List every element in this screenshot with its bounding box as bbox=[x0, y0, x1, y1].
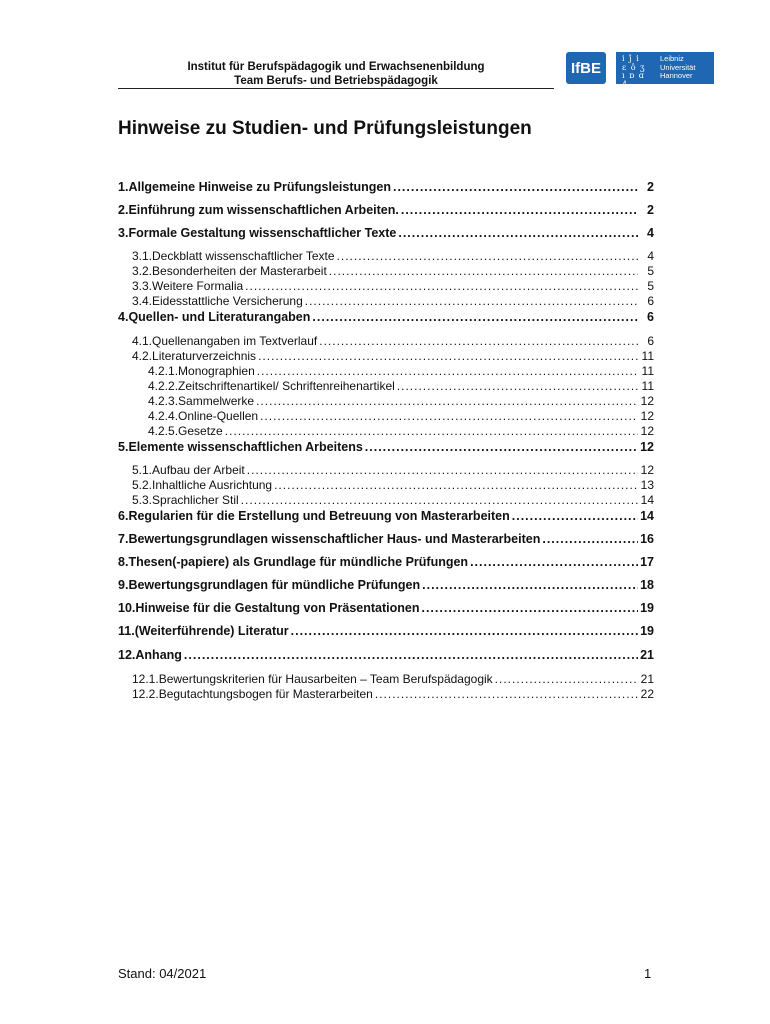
ifbe-logo bbox=[566, 52, 606, 84]
toc-number: 4.2.3. bbox=[148, 394, 179, 408]
toc-label: Bewertungsgrundlagen wissenschaftlicher Haus- und Masterarbeiten bbox=[128, 532, 541, 546]
toc-leader bbox=[312, 310, 638, 324]
toc-number: 3.4. bbox=[132, 294, 153, 308]
toc-entry[interactable] bbox=[118, 578, 654, 592]
toc-label: Gesetze bbox=[178, 424, 223, 438]
toc-entry[interactable] bbox=[118, 226, 654, 240]
toc-leader bbox=[260, 409, 638, 423]
toc-entry[interactable] bbox=[118, 424, 654, 438]
toc-label: Quellen- und Literaturangaben bbox=[128, 310, 311, 324]
toc-entry[interactable] bbox=[118, 687, 654, 701]
toc-number: 6. bbox=[118, 509, 129, 523]
toc-entry[interactable] bbox=[118, 463, 654, 477]
toc-number: 4.2.1. bbox=[148, 364, 179, 378]
luh-line-1: Leibniz bbox=[660, 54, 684, 63]
toc-leader bbox=[401, 203, 638, 217]
toc-label: Eidesstattliche Versicherung bbox=[152, 294, 303, 308]
toc-label: Regularien für die Erstellung und Betreuung von Masterarbeiten bbox=[128, 509, 510, 523]
toc-page: 21 bbox=[640, 672, 654, 686]
toc-entry[interactable] bbox=[118, 180, 654, 194]
toc-label: (Weiterführende) Literatur bbox=[134, 624, 289, 638]
toc-page: 5 bbox=[647, 264, 654, 278]
toc-label: Hinweise für die Gestaltung von Präsentationen bbox=[135, 601, 420, 615]
toc-leader bbox=[329, 264, 638, 278]
toc-entry[interactable] bbox=[118, 624, 654, 638]
toc-leader bbox=[495, 672, 638, 686]
toc-leader bbox=[291, 624, 638, 638]
toc-entry[interactable] bbox=[118, 364, 654, 378]
toc-number: 7. bbox=[118, 532, 129, 546]
toc-number: 4.2.4. bbox=[148, 409, 179, 423]
toc-number: 12. bbox=[118, 648, 136, 662]
toc-number: 4.2.5. bbox=[148, 424, 179, 438]
toc-entry[interactable] bbox=[118, 478, 654, 492]
toc-leader bbox=[422, 578, 638, 592]
toc-number: 12.2. bbox=[132, 687, 159, 701]
toc-entry[interactable] bbox=[118, 334, 654, 348]
toc-page: 12 bbox=[640, 394, 654, 408]
toc-entry[interactable] bbox=[118, 379, 654, 393]
toc-page: 12 bbox=[640, 424, 654, 438]
toc-label: Inhaltliche Ausrichtung bbox=[152, 478, 273, 492]
toc-page: 13 bbox=[640, 478, 654, 492]
toc-entry[interactable] bbox=[118, 249, 654, 263]
toc-page: 16 bbox=[640, 532, 654, 546]
toc-label: Besonderheiten der Masterarbeit bbox=[152, 264, 327, 278]
toc-page: 12 bbox=[640, 409, 654, 423]
toc-page: 12 bbox=[640, 440, 654, 454]
toc-entry[interactable] bbox=[118, 264, 654, 278]
toc-leader bbox=[274, 478, 638, 492]
toc-entry[interactable] bbox=[118, 279, 654, 293]
toc-leader bbox=[256, 394, 638, 408]
toc-page: 14 bbox=[640, 493, 654, 507]
toc-leader bbox=[225, 424, 638, 438]
toc-number: 1. bbox=[118, 180, 129, 194]
page-number: 1 bbox=[644, 966, 652, 981]
toc-label: Zeitschriftenartikel/ Schriftenreihenartikel bbox=[178, 379, 395, 393]
toc-entry[interactable] bbox=[118, 349, 654, 363]
toc-label: Monographien bbox=[178, 364, 255, 378]
toc-entry[interactable] bbox=[118, 294, 654, 308]
toc-label: Sprachlicher Stil bbox=[152, 493, 239, 507]
page-header bbox=[118, 52, 696, 92]
toc-leader bbox=[375, 687, 638, 701]
toc-number: 10. bbox=[118, 601, 136, 615]
toc-page: 6 bbox=[647, 310, 654, 324]
toc-number: 3.1. bbox=[132, 249, 153, 263]
toc-entry[interactable] bbox=[118, 394, 654, 408]
toc-leader bbox=[247, 463, 638, 477]
toc-leader bbox=[257, 364, 638, 378]
toc-page: 5 bbox=[647, 279, 654, 293]
toc-page: 14 bbox=[640, 509, 654, 523]
toc-number: 3.2. bbox=[132, 264, 153, 278]
toc-number: 2. bbox=[118, 203, 129, 217]
toc-entry[interactable] bbox=[118, 555, 654, 569]
header-line-1: Institut für Berufspädagogik und Erwachsenenbildung bbox=[187, 61, 485, 73]
toc-entry[interactable] bbox=[118, 509, 654, 523]
toc-label: Bewertungsgrundlagen für mündliche Prüfungen bbox=[128, 578, 421, 592]
toc-leader bbox=[258, 349, 638, 363]
toc-entry[interactable] bbox=[118, 409, 654, 423]
toc-label: Einführung zum wissenschaftlichen Arbeiten. bbox=[128, 203, 399, 217]
toc-page: 4 bbox=[647, 249, 654, 263]
toc-leader bbox=[365, 440, 638, 454]
toc-number: 5. bbox=[118, 440, 129, 454]
toc-page: 4 bbox=[647, 226, 654, 240]
toc-leader bbox=[470, 555, 638, 569]
toc-label: Bewertungskriterien für Hausarbeiten – Team Berufspädagogik bbox=[158, 672, 493, 686]
toc-label: Quellenangaben im Textverlauf bbox=[152, 334, 318, 348]
toc-label: Formale Gestaltung wissenschaftlicher Texte bbox=[128, 226, 397, 240]
toc-page: 22 bbox=[640, 687, 654, 701]
toc-page: 18 bbox=[640, 578, 654, 592]
toc-page: 6 bbox=[647, 294, 654, 308]
toc-page: 11 bbox=[641, 379, 654, 393]
toc-entry[interactable] bbox=[118, 672, 654, 686]
header-text bbox=[118, 60, 554, 88]
toc-entry[interactable] bbox=[118, 310, 654, 324]
luh-logo bbox=[616, 52, 714, 89]
toc-number: 12.1. bbox=[132, 672, 159, 686]
luh-line-2: Universität bbox=[660, 62, 696, 72]
toc-entry[interactable] bbox=[118, 601, 654, 615]
toc-entry[interactable] bbox=[118, 648, 654, 662]
toc-number: 4. bbox=[118, 310, 129, 324]
toc-page: 19 bbox=[640, 601, 654, 615]
toc-entry[interactable] bbox=[118, 203, 654, 217]
toc-label: Weitere Formalia bbox=[152, 279, 244, 293]
toc-number: 3. bbox=[118, 226, 129, 240]
luh-line-3: Hannover bbox=[660, 71, 693, 81]
toc-page: 12 bbox=[640, 463, 654, 477]
toc-leader bbox=[241, 493, 638, 507]
ifbe-logo-text: IfBE bbox=[571, 59, 601, 77]
toc-number: 4.2. bbox=[132, 349, 153, 363]
toc-leader bbox=[337, 249, 638, 263]
toc-number: 8. bbox=[118, 555, 129, 569]
toc-page: 17 bbox=[640, 555, 654, 569]
toc-leader bbox=[397, 379, 638, 393]
toc-leader bbox=[245, 279, 638, 293]
toc-label: Allgemeine Hinweise zu Prüfungsleistungen bbox=[128, 180, 391, 194]
toc-leader bbox=[398, 226, 638, 240]
toc-number: 5.2. bbox=[132, 478, 153, 492]
toc-number: 5.3. bbox=[132, 493, 153, 507]
toc-label: Thesen(-papiere) als Grundlage für mündliche Prüfungen bbox=[128, 555, 469, 569]
toc-page: 2 bbox=[647, 180, 654, 194]
toc-leader bbox=[319, 334, 638, 348]
toc-page: 6 bbox=[647, 334, 654, 348]
toc-number: 11. bbox=[118, 624, 135, 638]
toc-number: 5.1. bbox=[132, 463, 153, 477]
header-rule bbox=[118, 88, 554, 89]
toc-label: Begutachtungsbogen für Masterarbeiten bbox=[158, 687, 373, 701]
toc-number: 4.1. bbox=[132, 334, 153, 348]
toc-label: Anhang bbox=[135, 648, 182, 662]
toc-label: Sammelwerke bbox=[178, 394, 255, 408]
toc-number: 3.3. bbox=[132, 279, 153, 293]
toc-number: 4.2.2. bbox=[148, 379, 179, 393]
toc-leader bbox=[305, 294, 638, 308]
toc-leader bbox=[184, 648, 638, 662]
toc-label: Aufbau der Arbeit bbox=[152, 463, 245, 477]
toc-entry[interactable] bbox=[118, 532, 654, 546]
toc-leader bbox=[542, 532, 638, 546]
toc-number: 9. bbox=[118, 578, 129, 592]
toc-page: 11 bbox=[641, 364, 654, 378]
document-title: Hinweise zu Studien- und Prüfungsleistungen bbox=[118, 118, 532, 139]
toc-label: Deckblatt wissenschaftlicher Texte bbox=[152, 249, 335, 263]
footer-stand: Stand: 04/2021 bbox=[118, 966, 207, 981]
toc-leader bbox=[393, 180, 638, 194]
toc-leader bbox=[512, 509, 638, 523]
toc-page: 19 bbox=[640, 624, 654, 638]
toc-entry[interactable] bbox=[118, 440, 654, 454]
luh-emblem-icon: i ĵ i ɛ ô ʒ ı ɒ ɑ 4 bbox=[622, 54, 646, 89]
toc-label: Elemente wissenschaftlichen Arbeitens bbox=[128, 440, 363, 454]
toc-entry[interactable] bbox=[118, 493, 654, 507]
toc-page: 11 bbox=[641, 349, 654, 363]
toc-page: 2 bbox=[647, 203, 654, 217]
toc-label: Online-Quellen bbox=[178, 409, 259, 423]
toc-leader bbox=[421, 601, 638, 615]
luh-logo-text bbox=[660, 55, 695, 81]
toc-page: 21 bbox=[640, 648, 654, 662]
header-line-2: Team Berufs- und Betriebspädagogik bbox=[234, 75, 438, 87]
toc-label: Literaturverzeichnis bbox=[152, 349, 257, 363]
